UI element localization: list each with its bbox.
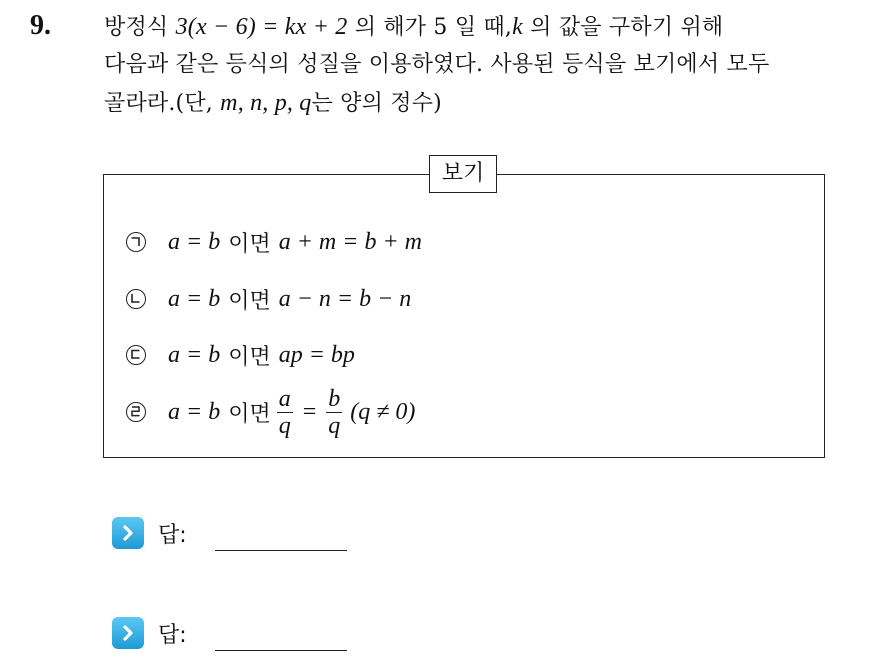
- example-item: a = b 이면 a − n = b − n: [126, 279, 419, 319]
- question-line-3: 골라라.(단, m, n, p, q는 양의 정수): [104, 90, 442, 116]
- circled-nieun-icon: [126, 289, 146, 309]
- chevron-right-icon: [112, 517, 144, 549]
- question-line-1: 방정식 3(x − 6) = kx + 2 의 해가 5 일 때,k 의 값을 구하기 위해: [104, 14, 724, 40]
- equation: 3(x − 6) = kx + 2: [175, 14, 348, 40]
- answer-row-2: [112, 616, 187, 650]
- answer-blank-1[interactable]: [215, 550, 347, 551]
- circled-digeut-icon: [126, 345, 146, 365]
- example-item: a = b 이면 $\frac{a}{q}$ = $\frac{b}{q}$ (q ≠ 0): [126, 382, 423, 442]
- chevron-right-icon: [112, 617, 144, 649]
- answer-blank-2[interactable]: [215, 650, 347, 651]
- variables: m, n, p, q: [220, 90, 312, 116]
- question-number: 9.: [30, 10, 51, 41]
- variable-k: k: [512, 14, 523, 40]
- example-item: a = b 이면 a + m = b + m: [126, 222, 430, 262]
- answer-label: 답:: [158, 622, 187, 648]
- question-line-2: 다음과 같은 등식의 성질을 이용하였다. 사용된 등식을 보기에서 모두: [104, 52, 770, 77]
- answer-row-1: [112, 516, 187, 550]
- example-box-title: 보기: [429, 155, 497, 193]
- example-item: a = b 이면 ap = bp: [126, 335, 363, 375]
- circled-giyeok-icon: [126, 232, 146, 252]
- circled-rieul-icon: [126, 402, 146, 422]
- answer-label: 답:: [158, 522, 187, 548]
- fraction-a-over-q: $\frac{a}{q}$: [278, 385, 291, 439]
- fraction-b-over-q: $\frac{b}{q}$: [328, 385, 341, 439]
